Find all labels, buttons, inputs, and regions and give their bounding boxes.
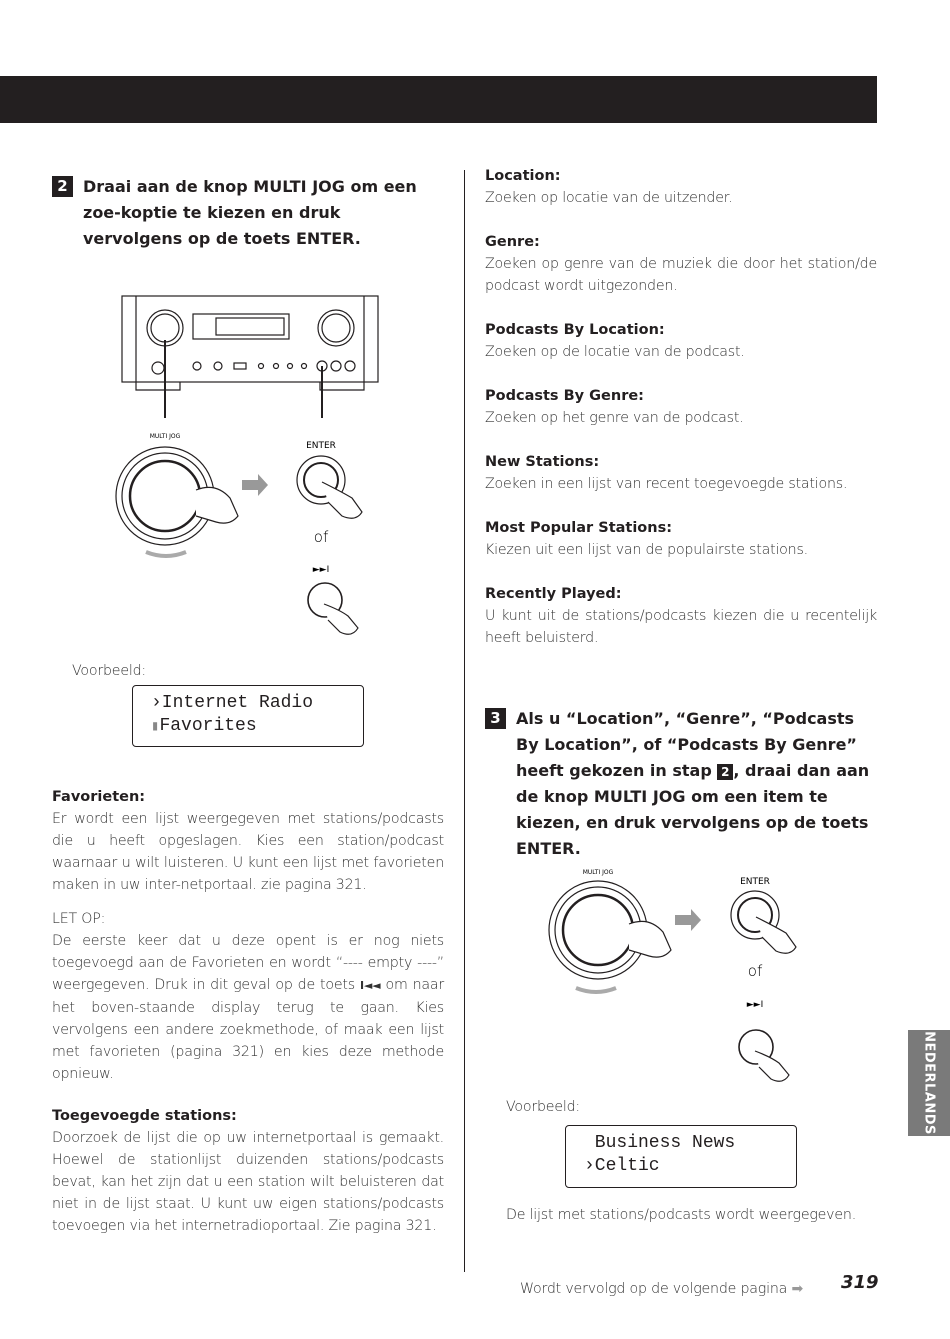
- step-text: Draai aan de knop MULTI JOG om een zoe-koptie te kiezen en druk vervolgens op de toets ENTER.: [83, 177, 417, 248]
- lcd-display: [565, 1125, 797, 1188]
- added-title: Toegevoegde stations:: [52, 1108, 237, 1124]
- definition-title: Recently Played:: [485, 586, 622, 602]
- language-tab: [908, 1030, 950, 1136]
- definition-text: Zoeken op de locatie van de podcast.: [485, 344, 745, 360]
- example-label: Voorbeeld:: [506, 1099, 580, 1115]
- language-tab-label: NEDERLANDS: [921, 1031, 937, 1135]
- step-text: [516, 706, 870, 862]
- added-text: Doorzoek de lijst die op uw internetportaal is gemaakt. Hoewel de stationlijst duizenden stations/podcasts bevat, kan het zijn dat u een station wilt beluisteren dat niet in de lijst staat. U kunt uw eigen stations/podcasts toevoegen via het internetradioportaal. Zie pagina 321.: [52, 1130, 444, 1234]
- controls-illustration: [540, 860, 830, 1090]
- definition: [485, 165, 877, 209]
- enter-label: ENTER: [306, 441, 336, 451]
- continued-note: [520, 1278, 803, 1300]
- skip-forward-icon: ►►I: [746, 1000, 764, 1010]
- definition-title: Most Popular Stations:: [485, 520, 673, 536]
- lcd-marker: ▮: [151, 719, 160, 735]
- definition-text: Kiezen uit een lijst van de populairste stations.: [485, 542, 808, 558]
- multi-jog-label: MULTI JOG: [149, 433, 181, 440]
- step-number: 3: [485, 708, 506, 729]
- definition-title: Genre:: [485, 234, 540, 250]
- step-text-1: Als u “Location”, “Genre”, “Podcasts By Location”, of “Podcasts By Genre” heeft gekozen in stap: [516, 709, 857, 780]
- favorites-title: Favorieten:: [52, 789, 146, 805]
- note-text-1: De eerste keer dat u deze opent is er nog niets toegevoegd aan de Favorieten en wordt “---- empty ----” weergegeven. Druk in dit geval op de toets: [52, 933, 444, 993]
- definition-text: Zoeken in een lijst van recent toegevoegde stations.: [485, 476, 848, 492]
- skip-forward-icon: ►►I: [312, 565, 330, 575]
- example-label: Voorbeeld:: [72, 663, 146, 679]
- lcd-display: [132, 685, 364, 747]
- arrow-right-icon: ➡: [791, 1281, 804, 1297]
- step-text-2: , draai dan aan de knop MULTI JOG om een item te kiezen, en druk vervolgens op de toets ENTER.: [516, 761, 870, 858]
- note-text-2: om naar het boven-staande display terug te gaan. Kies vervolgens een andere zoekmethode, of maak een lijst met favorieten (pagina 321) en kies deze methode opnieuw.: [52, 977, 445, 1082]
- continued-text: Wordt vervolgd op de volgende pagina: [520, 1281, 788, 1297]
- step-2: [52, 174, 437, 252]
- step-number: 2: [52, 176, 73, 197]
- definition-title: Podcasts By Location:: [485, 322, 665, 338]
- definition: [485, 385, 877, 429]
- note-text: [52, 930, 444, 1085]
- device-illustration: [110, 290, 400, 650]
- definition: [485, 517, 877, 561]
- definition-title: Podcasts By Genre:: [485, 388, 644, 404]
- lcd-line-2: ›Celtic: [584, 1156, 660, 1176]
- multi-jog-label: MULTI JOG: [582, 869, 614, 876]
- header-bar: [0, 76, 877, 123]
- definition-text: Zoeken op locatie van de uitzender.: [485, 190, 733, 206]
- lcd-line-1: ›Internet Radio: [151, 693, 314, 713]
- definition-title: Location:: [485, 168, 561, 184]
- added-stations-section: [52, 1105, 444, 1237]
- lcd-line-2: Favorites: [159, 716, 257, 736]
- or-label: of: [313, 528, 329, 546]
- column-divider: [464, 170, 465, 1272]
- definition: [485, 583, 877, 649]
- definition: [485, 231, 877, 297]
- enter-label: ENTER: [740, 877, 770, 887]
- definition: [485, 451, 877, 495]
- page-number: 319: [841, 1272, 879, 1293]
- step-3: [485, 706, 870, 862]
- step-ref: 2: [717, 764, 733, 780]
- result-text: De lijst met stations/podcasts wordt weergegeven.: [506, 1207, 857, 1223]
- definition-title: New Stations:: [485, 454, 600, 470]
- lcd-line-1: Business News: [584, 1133, 736, 1153]
- definition-text: U kunt uit de stations/podcasts kiezen die u recentelijk heeft beluisterd.: [485, 608, 877, 646]
- note-title: LET OP:: [52, 911, 106, 927]
- definition: [485, 319, 877, 363]
- definition-text: Zoeken op het genre van de podcast.: [485, 410, 744, 426]
- skip-back-icon: I◄◄: [360, 979, 381, 992]
- search-definitions: [485, 165, 877, 671]
- favorites-section: [52, 786, 444, 1085]
- definition-text: Zoeken op genre van de muziek die door het station/de podcast wordt uitgezonden.: [485, 256, 877, 294]
- or-label: of: [747, 962, 763, 980]
- favorites-text: Er wordt een lijst weergegeven met stations/podcasts die u heeft opgeslagen. Kies een station/podcast waarnaar u wilt luisteren. U kunt een lijst met favorieten maken in uw inter-netportaal. zie pagina 321.: [52, 811, 444, 893]
